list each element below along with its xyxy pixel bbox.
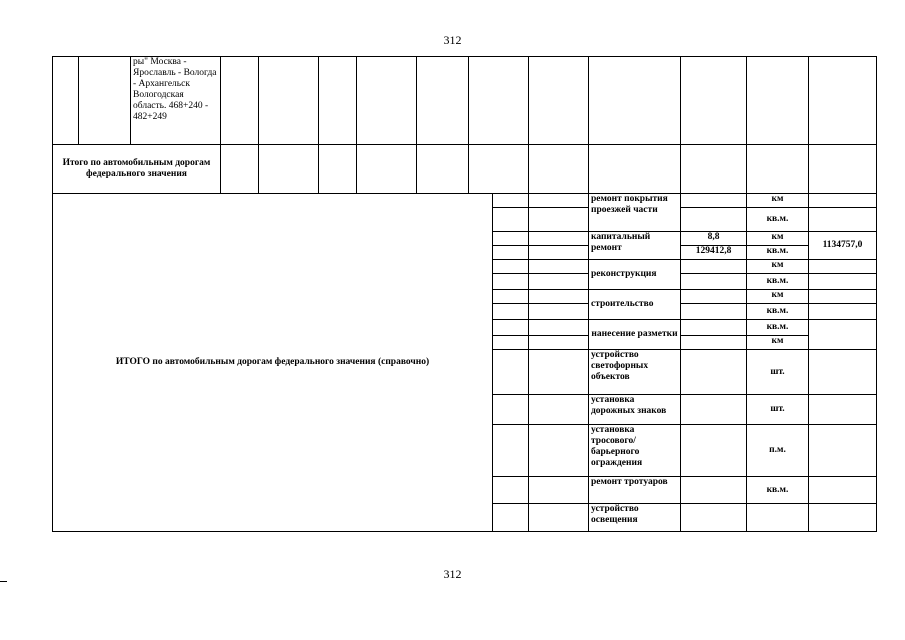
work-sidewalk-repair: ремонт тротуаров (589, 477, 681, 504)
unit-rm: п.м. (747, 425, 809, 477)
capital-km-value: 8,8 (681, 232, 747, 246)
work-construction: строительство (589, 290, 681, 320)
unit-pcs: шт. (747, 350, 809, 395)
road-name-cell (131, 57, 221, 145)
work-lighting: устройство освещения (589, 504, 681, 532)
unit-km: км (747, 260, 809, 274)
unit-sqm: кв.м. (747, 246, 809, 260)
unit-km: км (747, 336, 809, 350)
work-barrier: установка тросового/барьерного ограждения (589, 425, 681, 477)
capital-cost-value: 1134757,0 (809, 232, 877, 260)
work-reconstruction: реконструкция (589, 260, 681, 290)
subtotal-label: Итого по автомобильным дорогам федерального значения (53, 145, 221, 194)
unit-km: км (747, 194, 809, 208)
unit-sqm: кв.м. (747, 208, 809, 232)
capital-sqm-value: 129412,8 (681, 246, 747, 260)
work-road-signs: установка дорожных знаков (589, 395, 681, 425)
page-number-bottom: 312 (443, 567, 462, 581)
work-traffic-lights: устройство светофорных объектов (589, 350, 681, 395)
road-name: ры" Москва - Ярославль - Вологда - Архангельск Вологодская область. 468+240 - 482+249 (133, 57, 217, 122)
unit-sqm: кв.м. (747, 304, 809, 320)
page-number-top: 312 (443, 33, 462, 47)
road-works-table (52, 56, 877, 532)
unit-sqm: кв.м. (747, 274, 809, 290)
work-capital-repair: капитальный ремонт (589, 232, 681, 260)
subtotal-row (53, 145, 877, 194)
unit-km: км (747, 232, 809, 246)
unit-sqm: кв.м. (747, 477, 809, 504)
work-pavement-repair: ремонт покрытия проезжей части (589, 194, 681, 232)
unit-km: км (747, 290, 809, 304)
unit-pcs: шт. (747, 395, 809, 425)
unit-sqm: кв.м. (747, 320, 809, 336)
road-row (53, 57, 877, 145)
work-marking: нанесение разметки (589, 320, 681, 350)
grand-total-label: ИТОГО по автомобильным дорогам федерального значения (справочно) (53, 194, 493, 532)
summary-row (53, 194, 877, 208)
